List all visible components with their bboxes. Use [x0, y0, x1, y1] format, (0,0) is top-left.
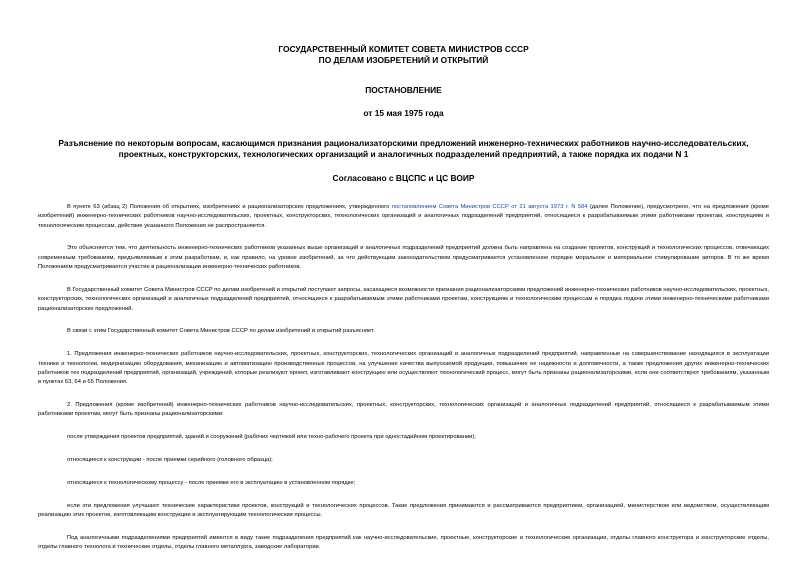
authority-line-2: ПО ДЕЛАМ ИЗОБРЕТЕНИЙ И ОТКРЫТИЙ — [318, 55, 489, 65]
subject-line-1: Разъяснение по некоторым вопросам, касающимся признания рационализаторскими предложений инженерно-технических работников научно-исследовательских, — [58, 138, 749, 148]
paragraph-4: В связи с этим Государственный комитет Совета Министров СССР по делам изобретений и открытий разъясняет. — [67, 328, 375, 335]
paragraph-8: относящиеся к конструкции - после приемки серийного (головного образца); — [67, 457, 273, 464]
paragraph-6: 2. Предложения (кроме изобретений) инженерно-технических работников научно-исследовательских, проектных, конструкторских, технологических организаций и аналогичных подразделений предприятий, относящиеся к разрабатываемым этими работниками проектам, могут быть признаны рационализаторскими: — [38, 402, 769, 418]
paragraph-1 — [38, 203, 769, 231]
document-type: ПОСТАНОВЛЕНИЕ — [365, 85, 442, 95]
document-subject — [38, 138, 769, 160]
paragraph-7: после утверждения проектов предприятий, зданий и сооружений (рабочих чертежей или техно-рабочего проекта при одностадийном проектировании); — [67, 434, 476, 441]
document-date: от 15 мая 1975 года — [363, 108, 444, 118]
paragraph-10: если эти предложения улучшают технические характеристики проектов, конструкций и технологических процессов. Такие предложения принимаются и рассматриваются предприятием, организацией, министерством или ведомством, осуществляющим реализацию этих проектов, изготовляющим конструкции и эксплуатирующим технологические процессы. — [38, 502, 769, 519]
resolution-link[interactable]: постановлением Совета Министров СССР от 21 августа 1973 г. N 584 — [391, 204, 588, 210]
paragraph-9: относящиеся к технологическому процессу - после приемки его в эксплуатацию в установленном порядке; — [67, 480, 356, 487]
document-body — [38, 203, 769, 553]
paragraph-1-text-after: (далее Положение), предусмотрено, что на предложения (кроме изобретений) инженерно-технических работников научно-исследовательских, проектных, конструкторских, технологических организаций и аналогичных подразделений предприятий, относящиеся к разрабатываемым этими работниками проектам, конструкциям и технологическим процессам, действие указанного Положения не распространяется. — [38, 204, 769, 229]
authority-line-1: ГОСУДАРСТВЕННЫЙ КОМИТЕТ СОВЕТА МИНИСТРОВ СССР — [278, 44, 529, 54]
paragraph-1-text-before: В пункте 63 (абзац 2) Положения об открытиях, изобретениях и рационализаторских предложениях, утвержденного — [67, 204, 390, 210]
paragraph-5: 1. Предложения инженерно-технических работников научно-исследовательских, проектных, конструкторских, технологических организаций и аналогичных подразделений предприятий, направленные на совершенствование находящихся в эксплуатации техники и технологии, модернизацию оборудования, механизацию и автоматизацию производственных процессов, на улучшение качества выпускаемой продукции, повышение ее надежности и долговечности, а также предложения других инженерно-технических работников тех подразделений предприятий, организаций, учреждений, которые реализуют проект, изготавливают конструкцию или осуществляют технологический процесс, могут быть признаны рационализаторскими, если они соответствуют требованиям, указанным в пунктах 63, 64 и 65 Положения. — [38, 351, 769, 386]
issuing-authority — [38, 44, 769, 66]
paragraph-2: Это объясняется тем, что деятельность инженерно-технических работников указанных выше организаций и аналогичных подразделений предприятий должна быть направлена на создание проектов, конструкций и технологических процессов, отвечающих современным требованиям, предъявляемым к этим разработкам, и, как правило, на уровне изобретений, за что действующим законодательством предусматривается установленное порядке моральное и материальное стимулирование авторов. В то же время Положением предусматривается участие в рационализации инженерно-технических работников. — [38, 245, 769, 271]
subject-line-2: проектных, конструкторских, технологических организаций и аналогичных подразделений предприятий, а также порядка их подачи N 1 — [118, 149, 689, 159]
paragraph-11: Под аналогичными подразделениями предприятий имеются в виду такие подразделения предприятий как научно-исследовательские, проектные, конструкторские и технологические организации, отделы главного конструктора и конструкторские отделы, отделы главного технолога и технические отделы, отделы главного металлурга, заводские лаборатории. — [38, 535, 769, 551]
paragraph-3: В Государственный комитет Совета Министров СССР по делам изобретений и открытий поступают запросы, касающиеся возможности признания рационализаторскими предложений инженерно-технических работников научно-исследовательских, проектных, конструкторских, технологических организаций и аналогичных подразделений предприятий, относящихся к разрабатываемым этими работниками проектам, конструкциям и технологическим процессам и порядка подачи этими инженерно-техническими работниками рационализаторских предложений. — [38, 286, 769, 312]
agreement-note: Согласовано с ВЦСПС и ЦС ВОИР — [332, 173, 475, 183]
